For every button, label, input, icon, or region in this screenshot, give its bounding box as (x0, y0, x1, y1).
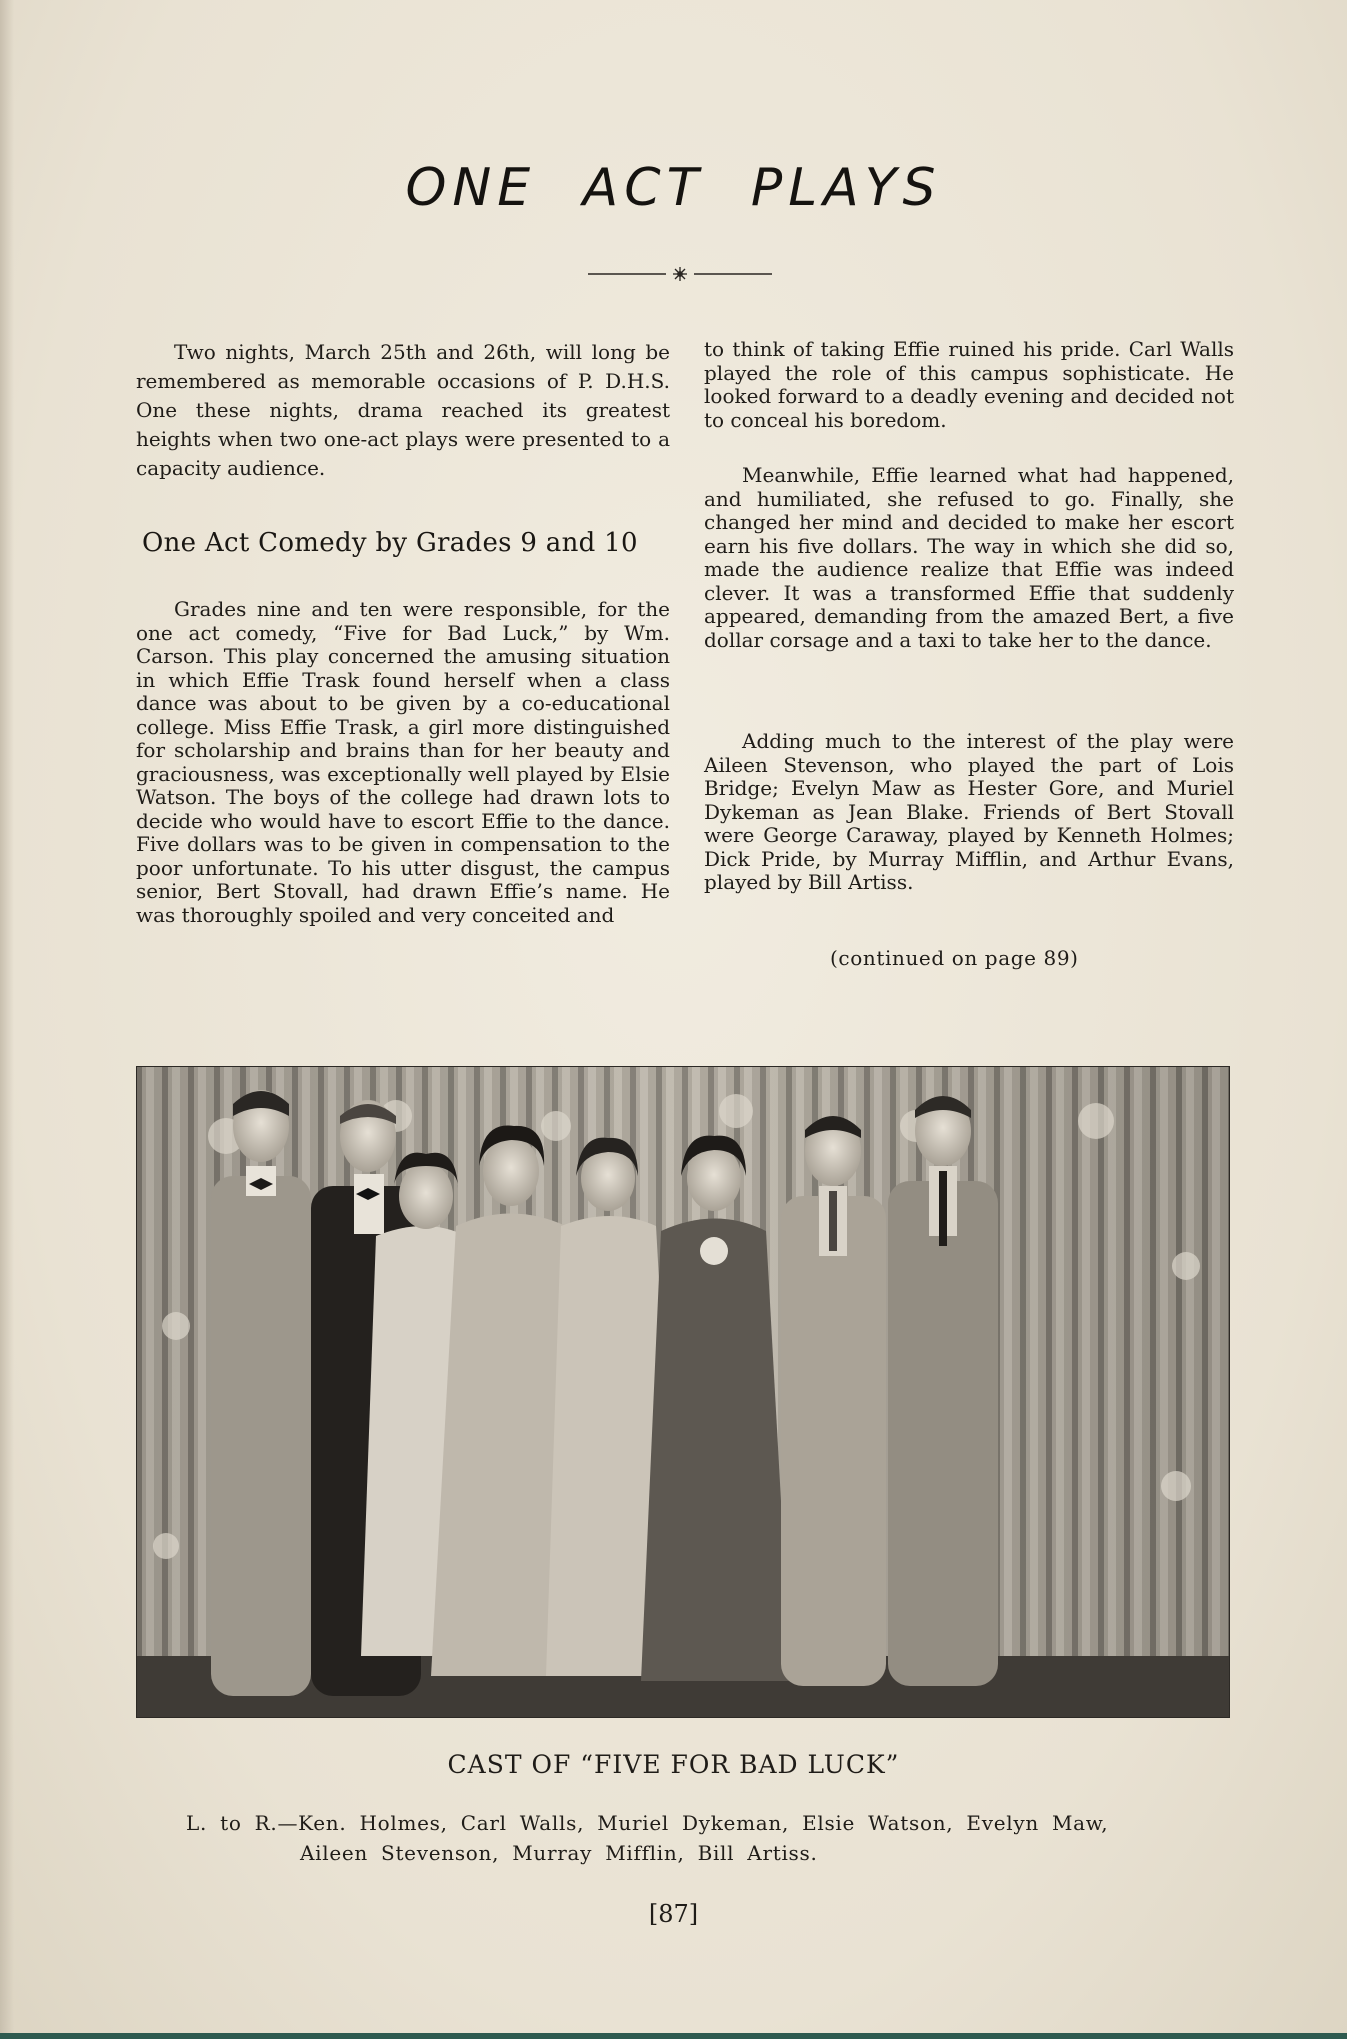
cast-names-line-1: L. to R.—Ken. Holmes, Carl Walls, Muriel Dykeman, Elsie Watson, Evelyn Maw, (186, 1811, 1109, 1835)
page-bottom-edge (0, 2033, 1347, 2039)
section-heading: One Act Comedy by Grades 9 and 10 (142, 528, 638, 558)
cast-photograph (136, 1066, 1230, 1718)
title-ornament-divider (588, 262, 772, 286)
right-paragraph-1: to think of taking Effie ruined his pride. Carl Walls played the role of this campus sophisticate. He looked forward to a deadly evening and decided not to conceal his boredom. (704, 337, 1234, 432)
right-paragraph-2: Meanwhile, Effie learned what had happened, and humiliated, she refused to go. Finally, she changed her mind and decided to make her escort earn his five dollars. The way in which she did so, made the audience realize that Effie was indeed clever. It was a transformed Effie that suddenly appeared, demanding from the amazed Bert, a five dollar corsage and a taxi to take her to the dance. (704, 463, 1234, 652)
continued-note: (continued on page 89) (830, 946, 1079, 970)
page-number: [87] (648, 1900, 699, 1928)
intro-paragraph: Two nights, March 25th and 26th, will long be remembered as memorable occasions of P. D.H.S. One these nights, drama reached its greatest heights when two one-act plays were presented to a capacity audience. (136, 340, 670, 480)
cast-names (186, 1808, 1186, 1868)
cast-names-line-2: Aileen Stevenson, Murray Mifflin, Bill Artiss. (300, 1841, 818, 1865)
photo-caption: CAST OF “FIVE FOR BAD LUCK” (447, 1750, 900, 1779)
page-left-shadow (0, 0, 14, 2039)
right-paragraph-3: Adding much to the interest of the play were Aileen Stevenson, who played the part of Lois Bridge; Evelyn Maw as Hester Gore, and Muriel Dykeman as Jean Blake. Friends of Bert Stovall were George Caraway, played by Kenneth Holmes; Dick Pride, by Murray Mifflin, and Arthur Evans, played by Bill Artiss. (704, 729, 1234, 894)
page-title: ONE ACT PLAYS (405, 158, 942, 218)
comedy-paragraph: Grades nine and ten were responsible, for the one act comedy, “Five for Bad Luck,” by Wm. Carson. This play concerned the amusing situation in which Effie Trask found herself when a class dance was about to be given by a co-educational college. Miss Effie Trask, a girl more distinguished for scholarship and brains than for her beauty and graciousness, was exceptionally well played by Elsie Watson. The boys of the college had drawn lots to decide who would have to escort Effie to the dance. Five dollars was to be given in compensation to the poor unfortunate. To his utter disgust, the campus senior, Bert Stovall, had drawn Effie’s name. He was thoroughly spoiled and very conceited and (136, 597, 670, 927)
